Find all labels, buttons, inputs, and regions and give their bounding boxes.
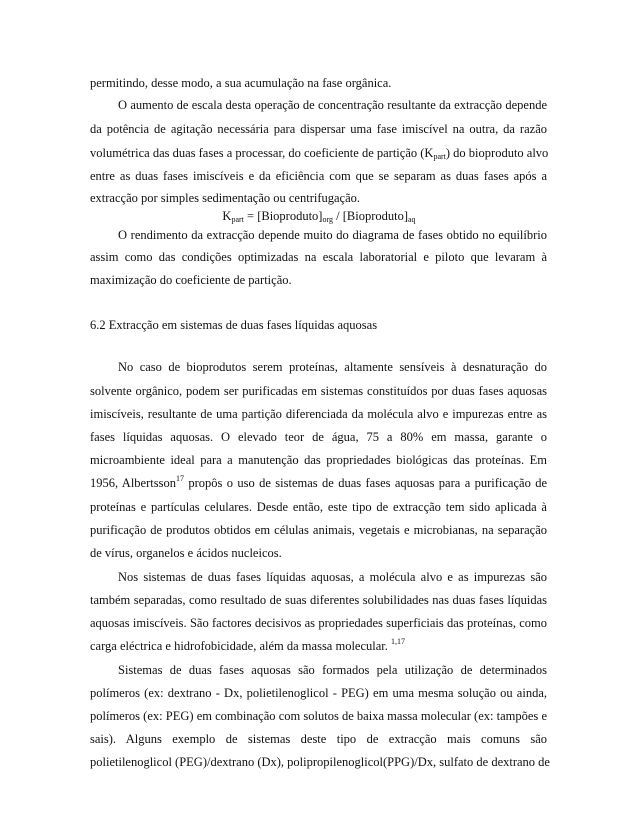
text-line: polímeros (ex: dextrano - Dx, polietilenoglicol - PEG) em uma mesma solução ou ainda, <box>90 686 547 700</box>
text-line: imiscíveis, resultante de uma partição diferenciada da molécula alvo e impurezas entre as <box>90 407 547 421</box>
text-line: Sistemas de duas fases aquosas são formados pela utilização de determinados <box>118 663 547 677</box>
text-line: aquosas imiscíveis. São factores decisivos as propriedades superficiais das proteínas, como <box>90 616 547 630</box>
text-line <box>90 638 547 654</box>
citation-superscript: 17 <box>175 474 184 483</box>
text-line: maximização do coeficiente de partição. <box>90 273 292 287</box>
equation-mid: / [Bioproduto] <box>333 209 408 223</box>
text-line: da potência de agitação necessária para dispersar uma fase imiscível na outra, da razão <box>90 122 547 136</box>
text-fragment: ) do bioproduto alvo <box>445 146 549 160</box>
text-line <box>90 475 547 491</box>
text-line: entre as duas fases imiscíveis e da eficiência com que se separam as duas fases após a <box>90 169 547 183</box>
text-line <box>90 145 547 161</box>
subscript: org <box>322 215 333 224</box>
subscript: part <box>231 215 244 224</box>
text-line: No caso de bioprodutos serem proteínas, altamente sensíveis à desnaturação do <box>118 360 547 374</box>
section-heading: 6.2 Extracção em sistemas de duas fases líquidas aquosas <box>90 318 378 332</box>
equation <box>0 208 638 224</box>
text-fragment: volumétrica das duas fases a processar, do coeficiente de partição (K <box>90 146 434 160</box>
citation-superscript: 1,17 <box>391 637 406 646</box>
text-line: proteínas e partículas celulares. Desde então, este tipo de extracção tem sido aplicada à <box>90 500 547 514</box>
text-line: de vírus, organelos e ácidos nucleicos. <box>90 546 282 560</box>
text-line: polietilenoglicol (PEG)/dextrano (Dx), polipropilenoglicol(PPG)/Dx, sulfato de dextrano de <box>90 755 550 769</box>
text-line: purificação de produtos obtidos em células animais, vegetais e microbianas, na separação <box>90 523 547 537</box>
text-line: O rendimento da extracção depende muito do diagrama de fases obtido no equilíbrio <box>118 228 547 242</box>
text-line: sais). Alguns exemplo de sistemas deste tipo de extracção mais comuns são <box>90 732 547 746</box>
text-line: fases líquidas aquosas. O elevado teor de água, 75 a 80% em massa, garante o <box>90 430 547 444</box>
text-line: microambiente ideal para a manutenção das propriedades biológicas das proteínas. Em <box>90 453 547 467</box>
text-line: permitindo, desse modo, a sua acumulação na fase orgânica. <box>90 76 392 90</box>
equation-k: K <box>222 209 232 223</box>
text-line: polímeros (ex: PEG) em combinação com solutos de baixa massa molecular (ex: tampões e <box>90 709 547 723</box>
text-fragment: 1956, Albertsson <box>90 476 176 490</box>
subscript: part <box>433 152 446 161</box>
text-line: extracção por simples sedimentação ou centrifugação. <box>90 191 361 205</box>
text-fragment: propôs o uso de sistemas de duas fases aquosas para a purificação de <box>183 476 547 490</box>
text-line: Nos sistemas de duas fases líquidas aquosas, a molécula alvo e as impurezas são <box>118 570 547 584</box>
text-line: solvente orgânico, podem ser purificadas em sistemas constituídos por duas fases aquosas <box>90 384 547 398</box>
text-fragment: carga eléctrica e hidrofobicidade, além da massa molecular. <box>90 639 388 653</box>
text-line: O aumento de escala desta operação de concentração resultante da extracção depende <box>118 98 547 112</box>
text-line: também separadas, como resultado de suas diferentes solubilidades nas duas fases líquidas <box>90 593 547 607</box>
equation-eq: = [Bioproduto] <box>243 209 323 223</box>
subscript: aq <box>408 215 416 224</box>
text-line: assim como das condições optimizadas na escala laboratorial e piloto que levaram à <box>90 250 547 264</box>
